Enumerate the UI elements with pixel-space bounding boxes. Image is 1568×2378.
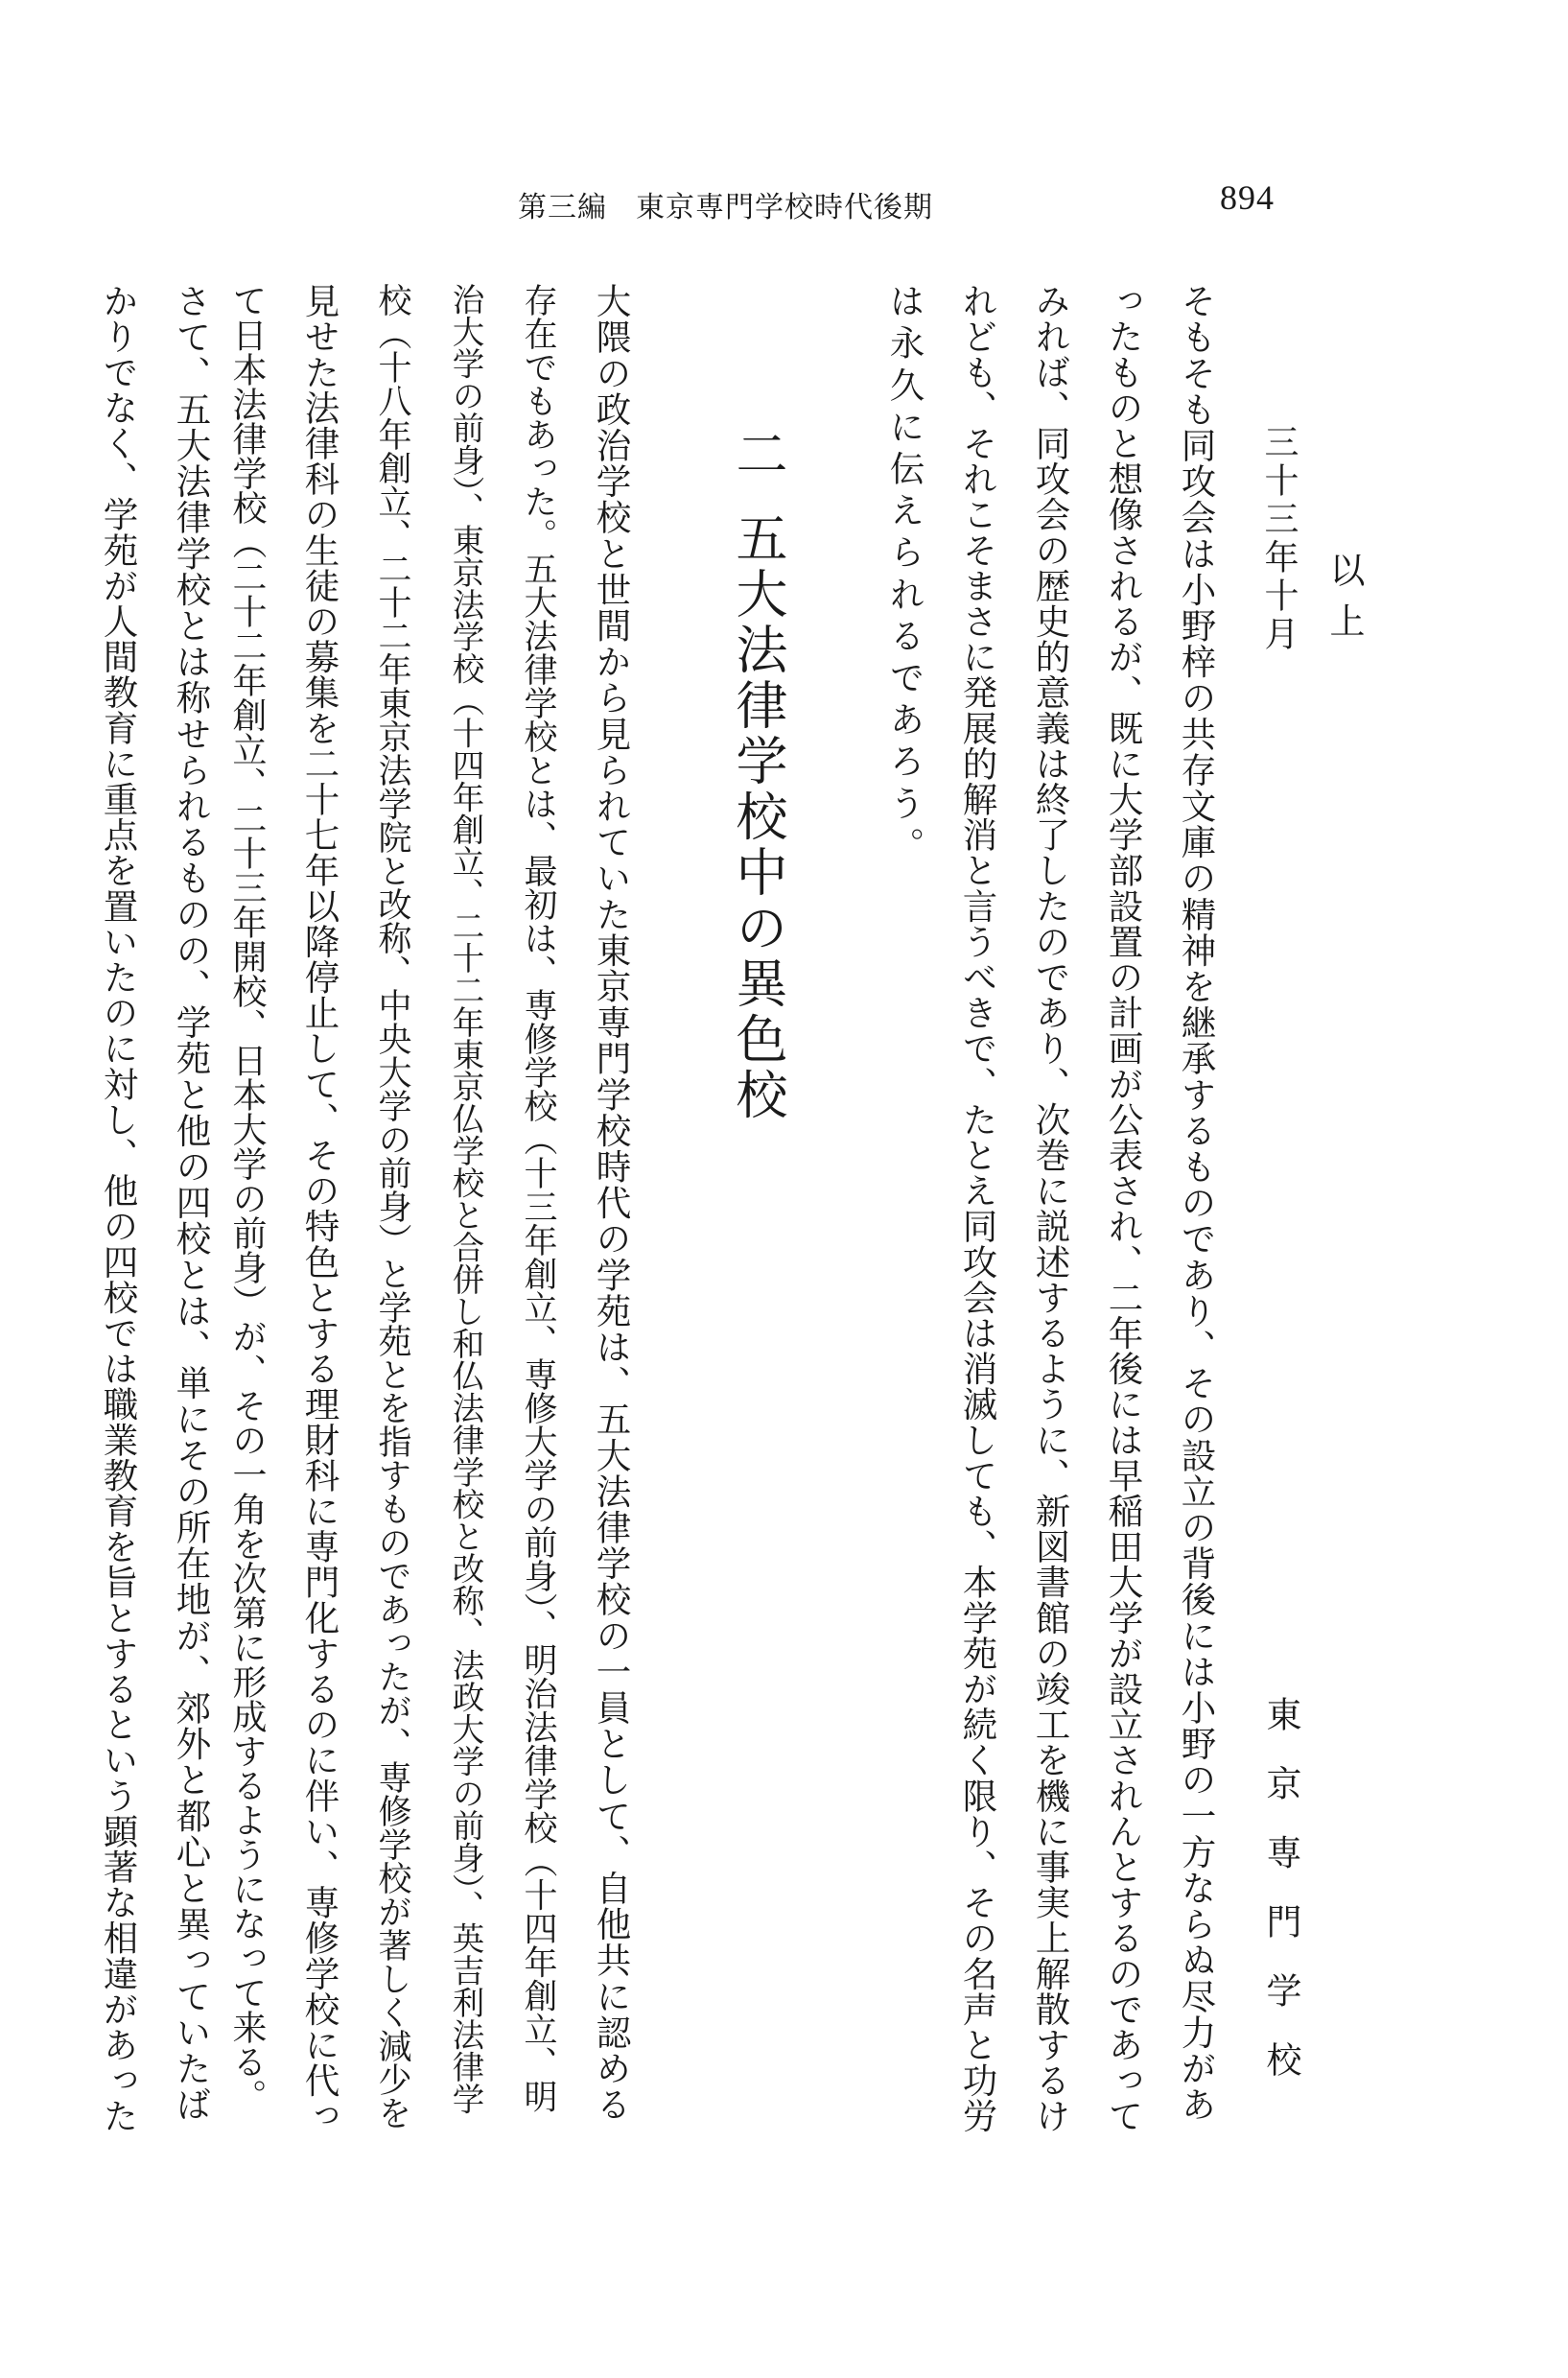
paragraph2-line: 大隈の政治学校と世間から見られていた東京専門学校時代の学苑は、五大法律学校の一員として、自他共に認める [591, 283, 632, 2123]
paragraph1-line: そもそも同攻会は小野梓の共存文庫の精神を継承するものであり、その設立の背後には小野の一方ならぬ尽力があ [1176, 283, 1217, 2123]
paragraph2-line: て日本法律学校（二十二年創立、二十三年開校、日本大学の前身）が、その一角を次第に形成するようになって来る。 [227, 283, 267, 2113]
paragraph1-line: れども、それこそまさに発展的解消と言うべきで、たとえ同攻会は消滅しても、本学苑が続く限り、その名声と功労 [957, 283, 998, 2134]
paragraph1-line: は永久に伝えられるであろう。 [884, 283, 925, 869]
paragraph2-line: 見せた法律科の生徒の募集を二十七年以降停止して、その特色とする理財科に専門化するのに伴い、専修学校に代っ [299, 283, 340, 2134]
section-heading [721, 427, 795, 1123]
section-heading-number: 二 [728, 427, 788, 483]
paragraph2-line: かりでなく、学苑が人間教育に重点を置いたのに対し、他の四校では職業教育を旨とするという顕著な相違があった [98, 283, 139, 2134]
paragraph2-line: 校（十八年創立、二十二年東京法学院と改称、中央大学の前身）と学苑とを指すものであったが、専修学校が著しく減少を [373, 283, 411, 2130]
paragraph2-line: 存在でもあった。五大法律学校とは、最初は、専修学校（十三年創立、専修大学の前身）、明治法律学校（十四年創立、明 [519, 283, 557, 2113]
section-label: 第三編 [518, 191, 607, 224]
paragraph1-line: みれば、同攻会の歴史的意義は終了したのであり、次巻に説述するように、新図書館の竣工を機に事実上解散するけ [1030, 283, 1071, 2134]
signature-date: 三十三年十月 [1259, 424, 1299, 654]
paragraph2-line: 治大学の前身）、東京法学校（十四年創立、二十二年東京仏学校と合併し和仏法律学校と改称、法政大学の前身）、英吉利法律学 [447, 283, 484, 2115]
running-header [518, 180, 1036, 228]
paragraph2-line: さて、五大法律学校とは称せられるものの、学苑と他の四校とは、単にその所在地が、郊外と都心と異っていたば [171, 283, 212, 2123]
section-heading-title: 五大法律学校中の異色校 [728, 511, 788, 1123]
end-mark: 以上 [1323, 552, 1365, 653]
chapter-title: 東京専門学校時代後期 [636, 191, 933, 224]
page-number: 894 [1220, 178, 1275, 217]
signature-organization: 東京専門学校 [1260, 1696, 1301, 2110]
paragraph1-line: ったものと想像されるが、既に大学部設置の計画が公表され、二年後には早稲田大学が設立されんとするのであって [1103, 283, 1144, 2134]
